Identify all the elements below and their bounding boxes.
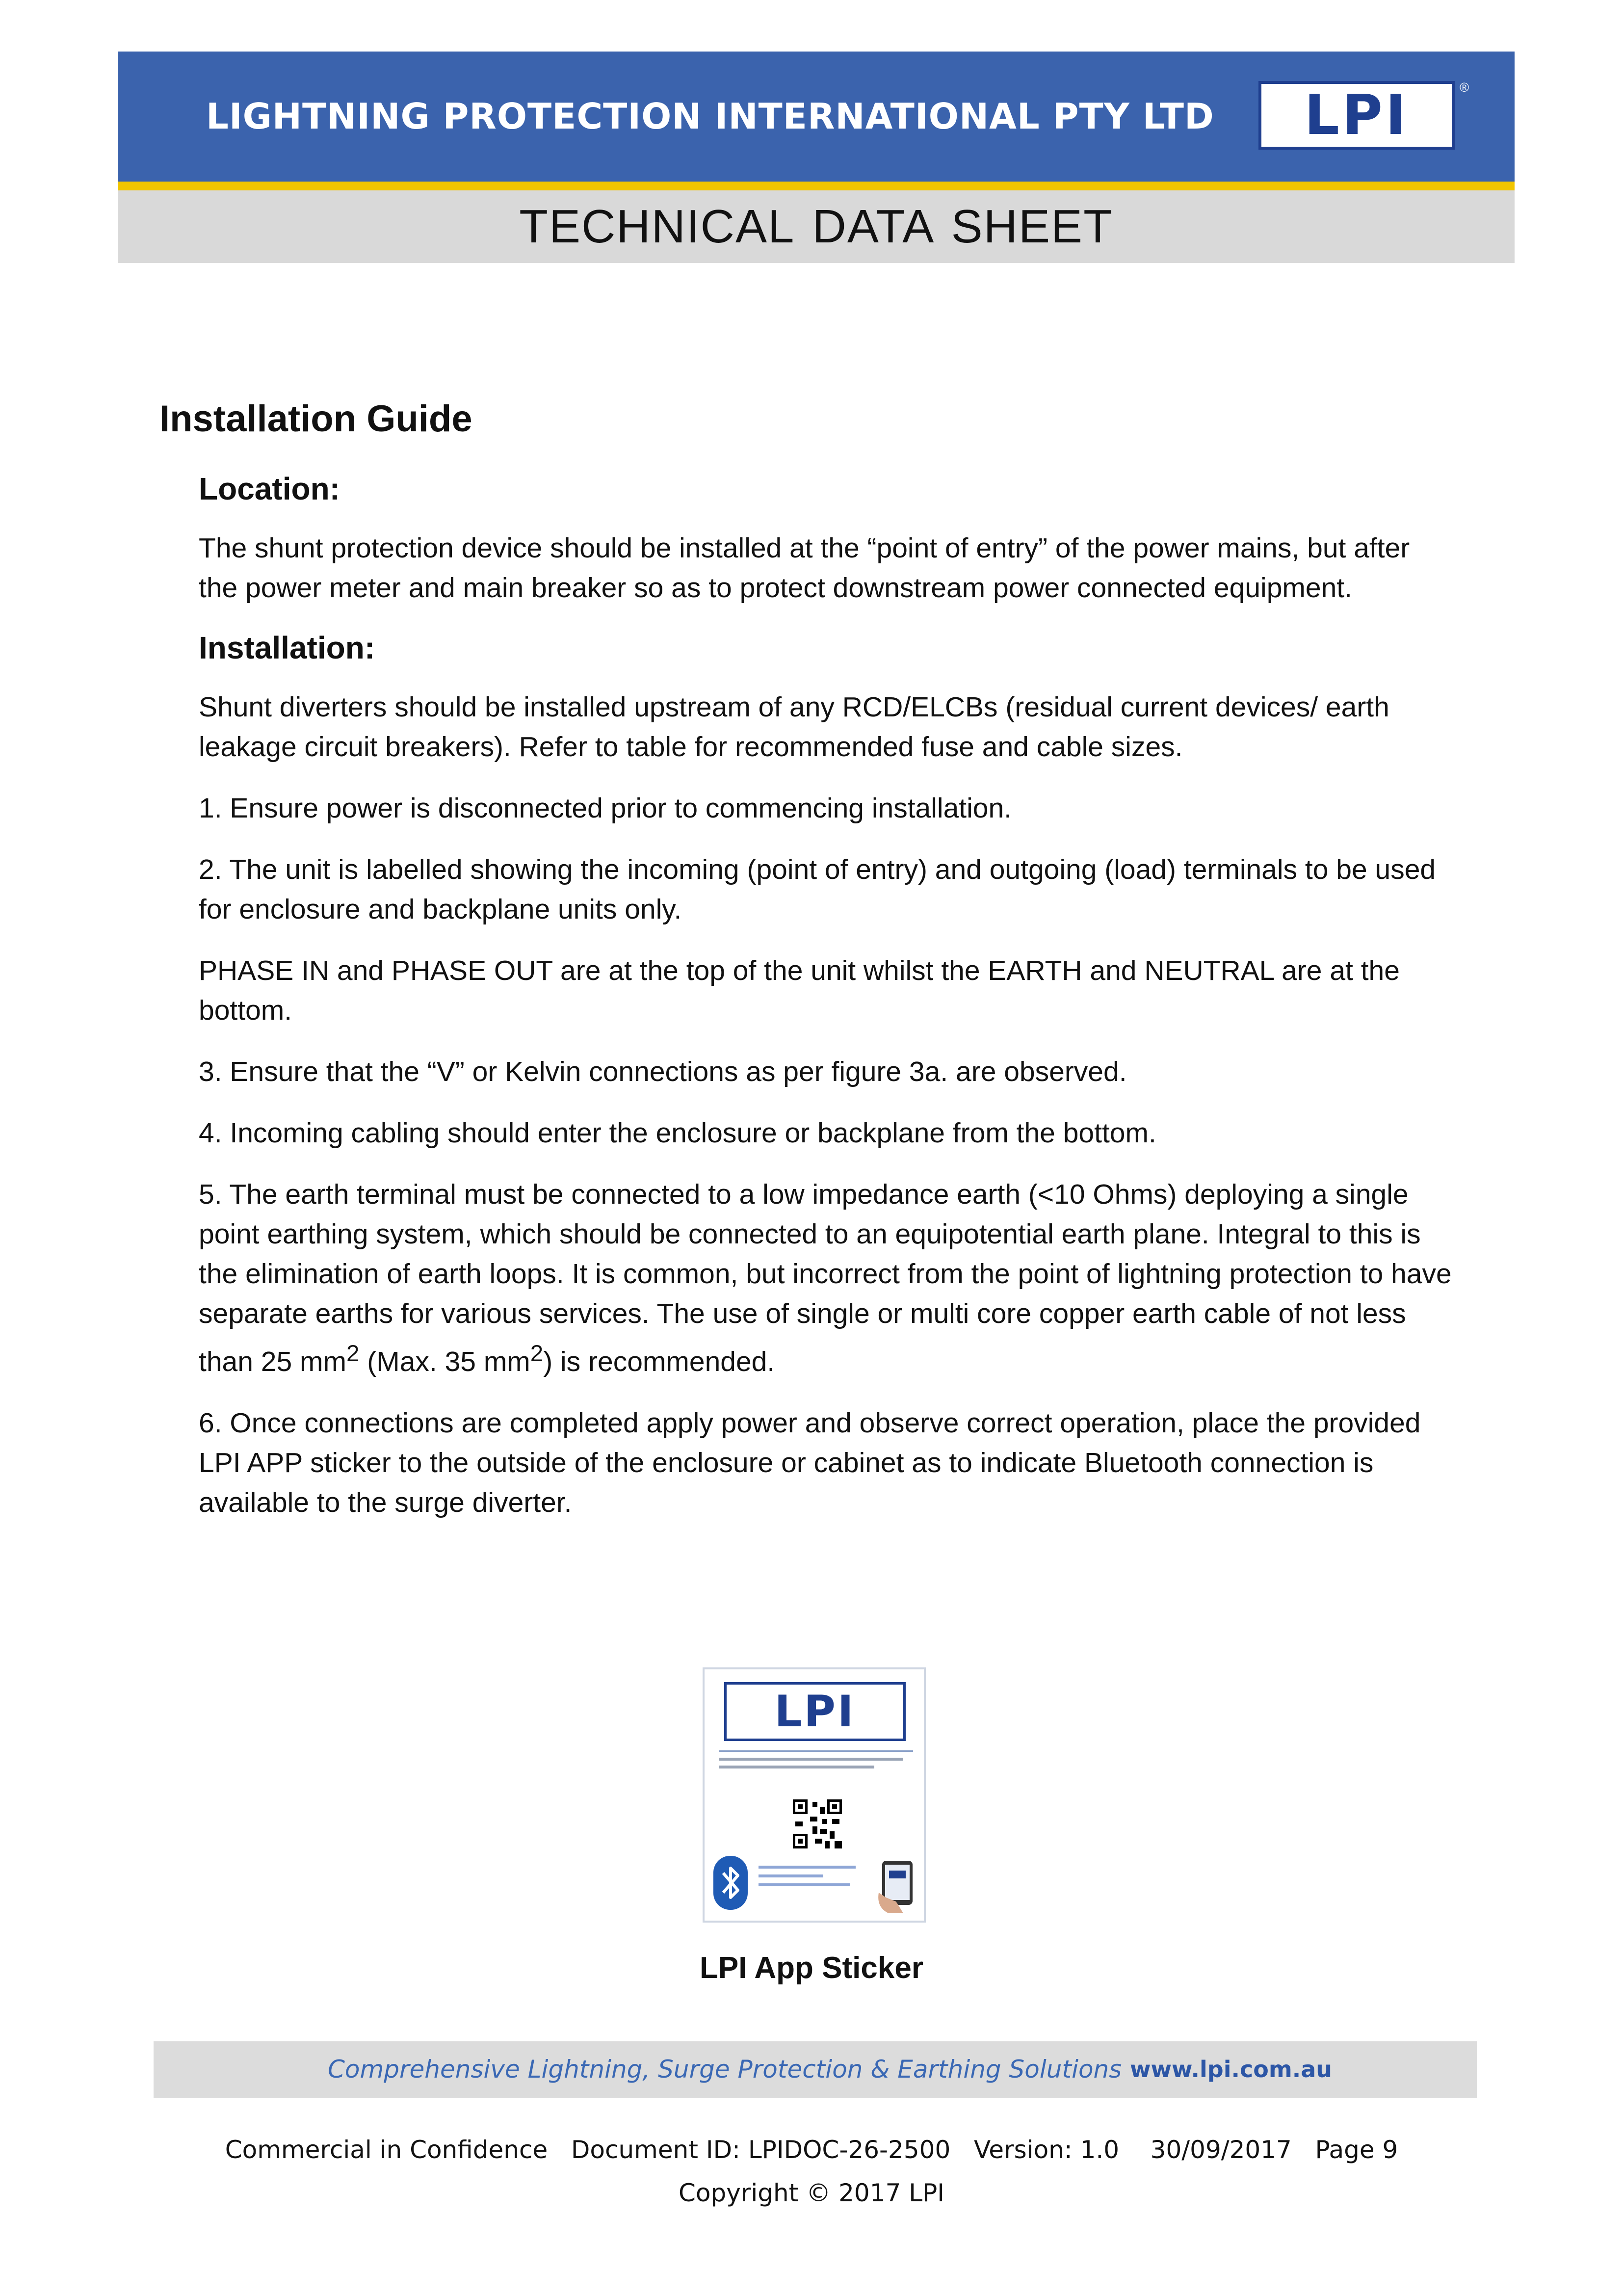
- sticker-caption: LPI App Sticker: [700, 1951, 923, 1985]
- bluetooth-icon: [713, 1856, 748, 1910]
- guide-body: [199, 471, 1455, 1523]
- step-4: 4. Incoming cabling should enter the enclosure or backplane from the bottom.: [199, 1117, 1156, 1149]
- lpi-app-sticker-image: [703, 1667, 926, 1923]
- location-heading: Location:: [199, 471, 340, 506]
- installation-intro: Shunt diverters should be installed upstream of any RCD/ELCBs (residual current devices/ earth leakage circuit breakers). Refer to table for recommended fuse and cable sizes.: [199, 691, 1389, 763]
- step-5-text: (Max. 35 mm: [359, 1346, 530, 1377]
- document-info: Commercial in Confidence Document ID: LPIDOC-26-2500 Version: 1.0 30/09/2017 Page 9: [225, 2136, 1398, 2164]
- info-line: [759, 1883, 850, 1886]
- company-name: LIGHTNING PROTECTION INTERNATIONAL PTY LTD: [206, 96, 1214, 137]
- lpi-logo: [1258, 81, 1455, 150]
- footer-banner: [154, 2041, 1477, 2098]
- info-line: [759, 1866, 856, 1869]
- step-5-text: ) is recommended.: [543, 1346, 775, 1377]
- qr-code-icon: [790, 1797, 844, 1851]
- website-link[interactable]: www.lpi.com.au: [1130, 2056, 1333, 2083]
- footer-tagline: Comprehensive Lightning, Surge Protection & Earthing Solutions: [328, 2055, 1122, 2084]
- page-title: Installation Guide: [159, 398, 472, 440]
- installation-heading: Installation:: [199, 630, 375, 665]
- installation-guide: [159, 397, 1455, 1544]
- step-1: 1. Ensure power is disconnected prior to commencing installation.: [199, 792, 1012, 824]
- superscript: 2: [346, 1341, 360, 1367]
- step-5-text: 5. The earth terminal must be connected to a low impedance earth (<10 Ohms) deploying a single point earthing system, which should be connected to an equipotential earth plane. Integral to this is the elimination of earth loops. It is common, but incorrect from the point of lightning protection to have separate earths for various services. The use of single or multi core copper earth cable of not less than 25 mm: [199, 1179, 1452, 1377]
- tablet-in-hand-icon: [876, 1858, 920, 1915]
- location-text: The shunt protection device should be installed at the “point of entry” of the power mains, but after the power meter and main breaker so as to protect downstream power connected equipment.: [199, 532, 1410, 604]
- step-6: 6. Once connections are completed apply power and observe correct operation, place the provided LPI APP sticker to the outside of the enclosure or cabinet as to indicate Bluetooth connection is available to the surge diverter.: [199, 1407, 1421, 1518]
- copyright: Copyright © 2017 LPI: [679, 2179, 944, 2207]
- superscript: 2: [530, 1341, 544, 1367]
- sticker-logo-text: LPI: [774, 1686, 856, 1737]
- header-banner: [118, 52, 1515, 182]
- sticker-fine-print: [719, 1758, 913, 1773]
- sticker-contact-info: [759, 1866, 866, 1892]
- step-5: [199, 1175, 1455, 1382]
- sticker-divider: [719, 1750, 913, 1752]
- lpi-logo-text: LPI: [1304, 83, 1409, 147]
- step-2-note: PHASE IN and PHASE OUT are at the top of the unit whilst the EARTH and NEUTRAL are at the bottom.: [199, 955, 1400, 1026]
- registered-mark: ®: [1460, 80, 1469, 95]
- sheet-title-band: [118, 190, 1515, 263]
- header-accent-bar: [118, 182, 1515, 190]
- sticker-logo: [724, 1682, 906, 1741]
- fine-print-line: [719, 1758, 903, 1761]
- step-3: 3. Ensure that the “V” or Kelvin connections as per figure 3a. are observed.: [199, 1056, 1127, 1087]
- step-2: 2. The unit is labelled showing the incoming (point of entry) and outgoing (load) terminals to be used for enclosure and backplane units only.: [199, 854, 1436, 925]
- info-line: [759, 1874, 823, 1877]
- fine-print-line: [719, 1766, 874, 1768]
- sheet-title: TECHNICAL DATA SHEET: [519, 200, 1113, 253]
